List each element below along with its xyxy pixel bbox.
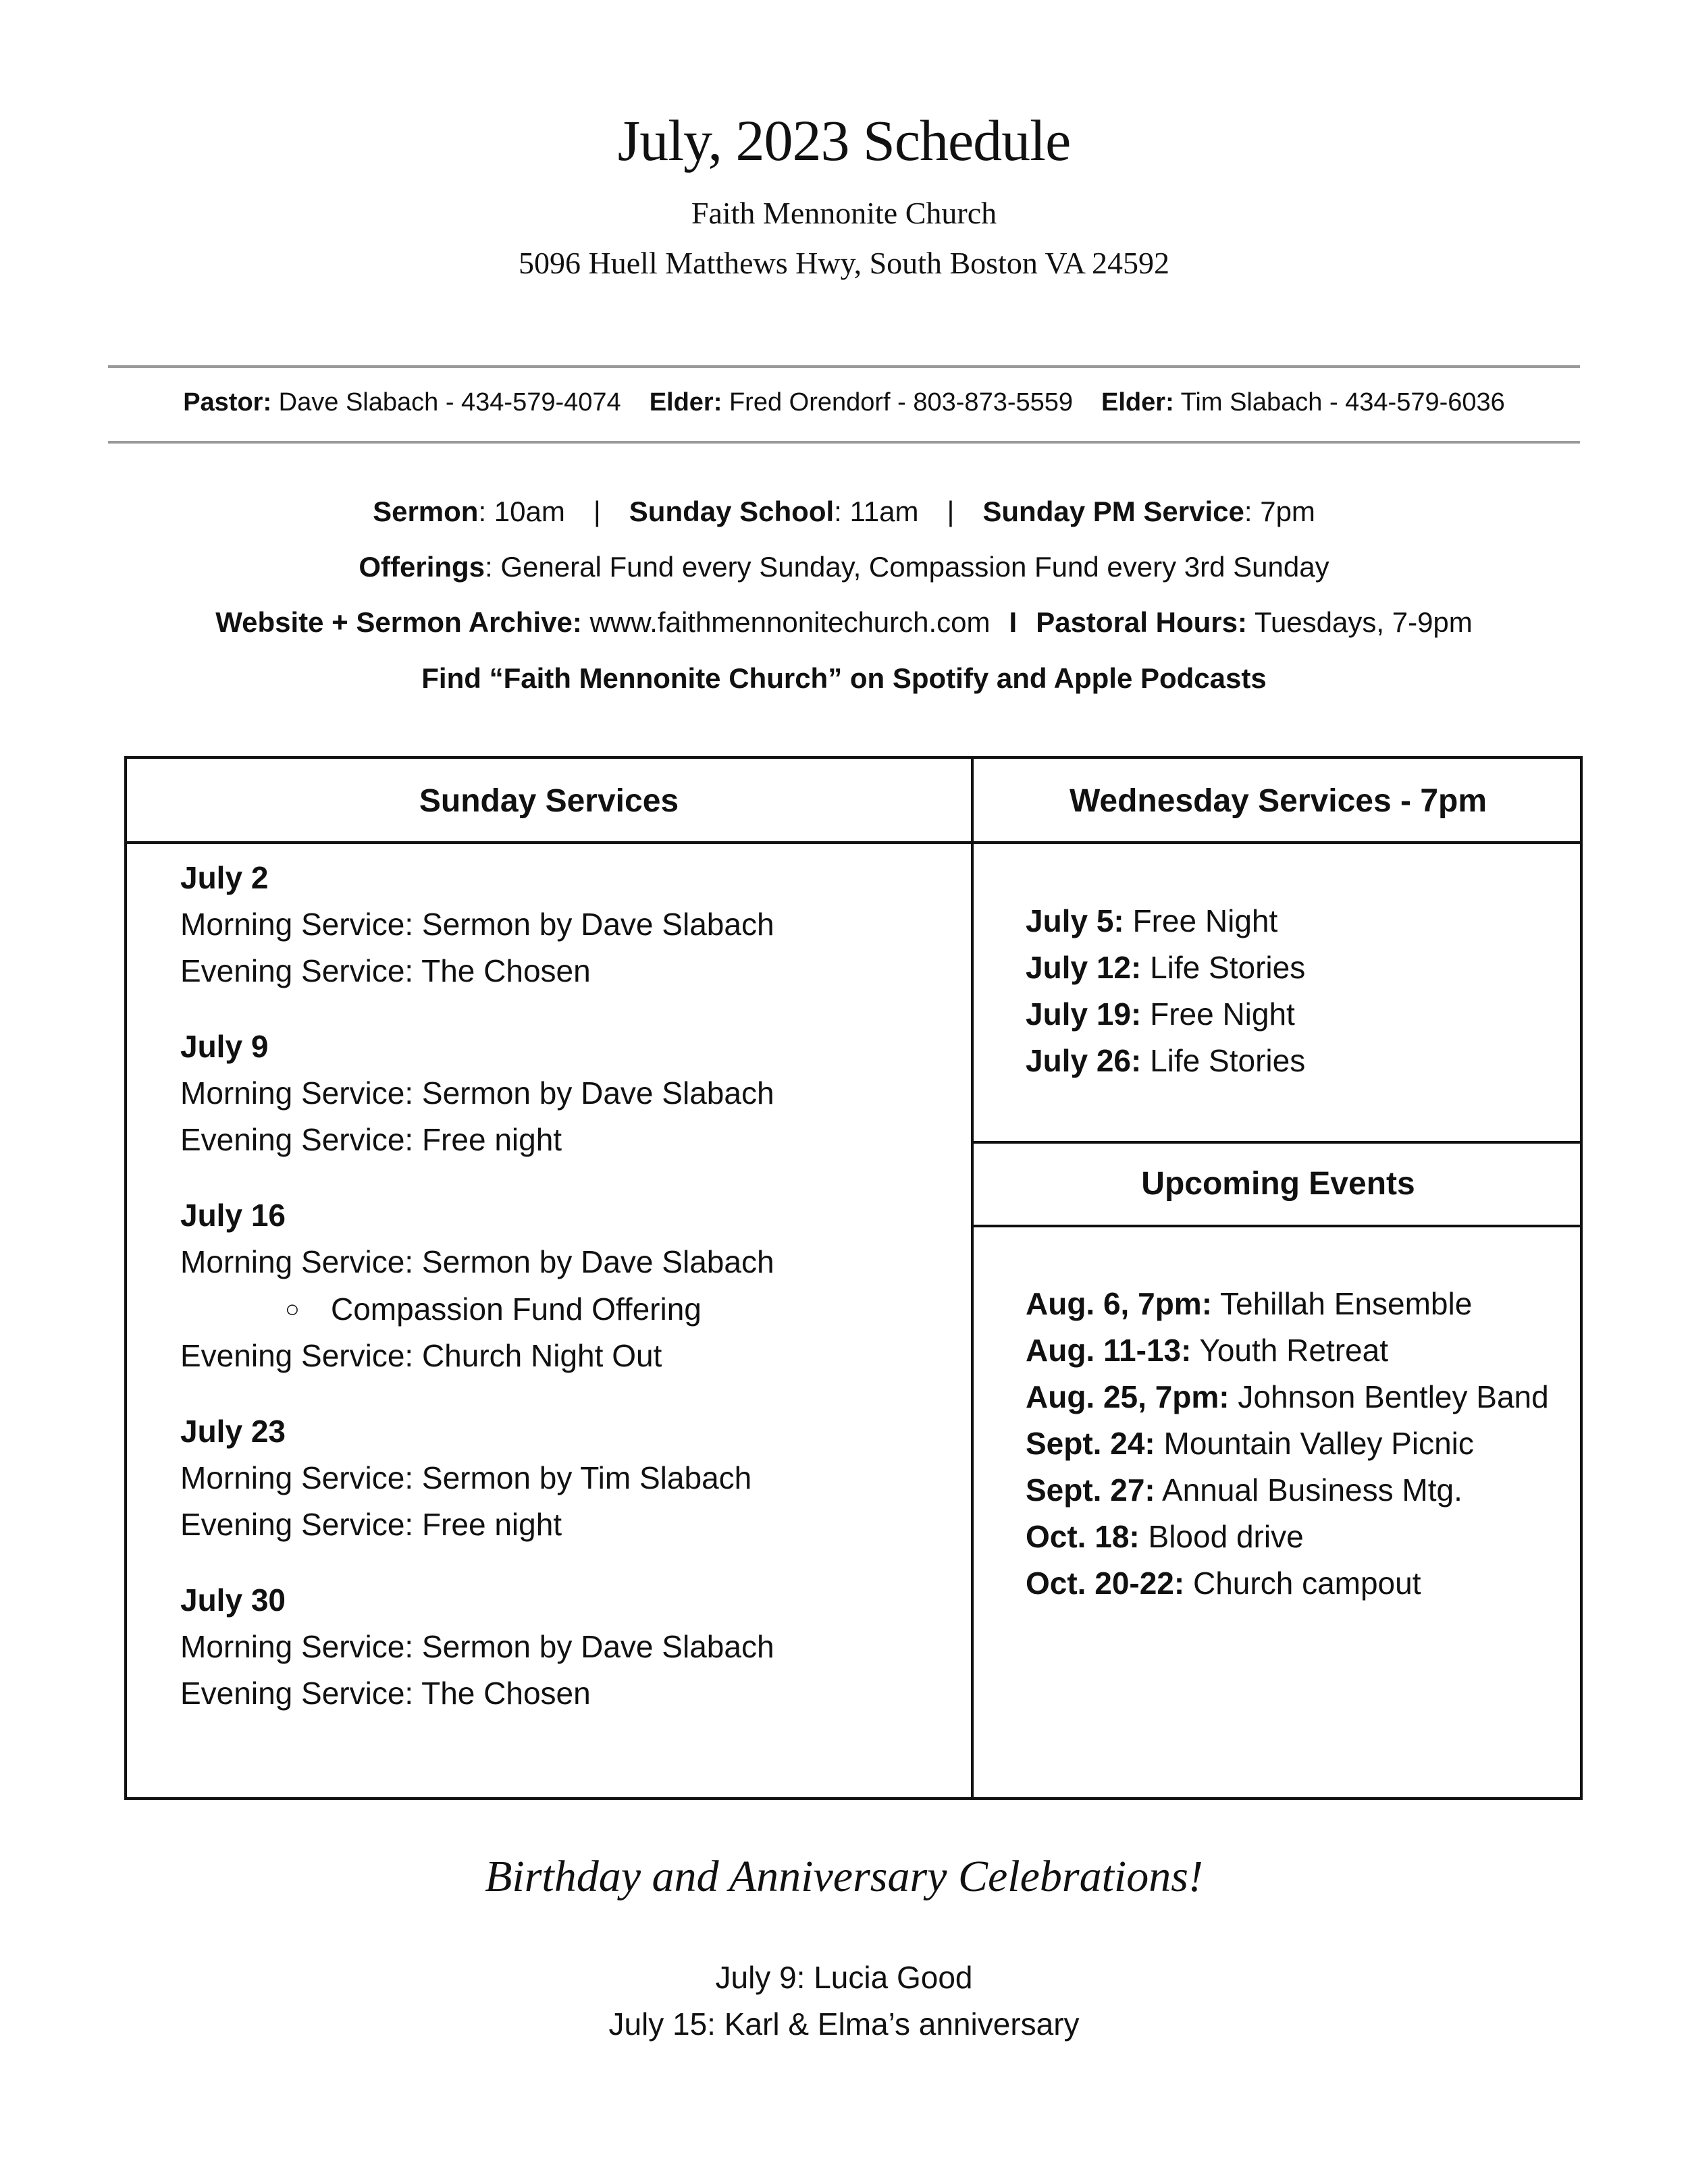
hours-label: Pastoral Hours: — [1036, 606, 1247, 638]
sunday-date: July 2 — [180, 860, 269, 895]
list-item: July 26: Life Stories — [1026, 1043, 1306, 1078]
evening-service: Evening Service: Free night — [180, 1507, 562, 1542]
divider-top — [108, 365, 1580, 368]
page-title: July, 2023 Schedule — [617, 108, 1071, 173]
list-item: Aug. 6, 7pm: Tehillah Ensemble — [1026, 1286, 1473, 1321]
pm-service-time: : 7pm — [1244, 496, 1315, 527]
evening-service: Evening Service: The Chosen — [180, 953, 591, 988]
sunday-date: July 23 — [180, 1414, 286, 1449]
morning-service: Morning Service: Sermon by Dave Slabach — [180, 1629, 774, 1664]
evening-service: Evening Service: Free night — [180, 1122, 562, 1157]
separator: | — [947, 496, 955, 527]
morning-service: Morning Service: Sermon by Dave Slabach — [180, 1075, 774, 1111]
contact-elder-1: Elder: Fred Orendorf - 803-873-5559 — [649, 388, 1074, 417]
list-item: July 12: Life Stories — [1026, 950, 1306, 985]
upcoming-bottom-rule — [974, 1225, 1580, 1227]
sunday-services-header: Sunday Services — [419, 783, 679, 819]
podcast-text: Find “Faith Mennonite Church” on Spotify and Apple Podcasts — [421, 662, 1267, 694]
list-item: July 19: Free Night — [1026, 996, 1295, 1032]
website-label: Website + Sermon Archive: — [215, 606, 582, 638]
sermon-time: : 10am — [478, 496, 565, 527]
podcast-line — [0, 658, 1688, 699]
list-item: Sept. 27: Annual Business Mtg. — [1026, 1472, 1462, 1508]
school-label: Sunday School — [629, 496, 835, 527]
circle-bullet-icon: ○ — [285, 1295, 300, 1323]
schedule-table — [124, 756, 1583, 1800]
pm-service-label: Sunday PM Service — [982, 496, 1244, 527]
evening-service: Evening Service: The Chosen — [180, 1676, 591, 1711]
wednesday-services-list — [1026, 898, 1305, 1084]
sunday-date: July 30 — [180, 1582, 286, 1618]
service-times — [0, 491, 1688, 532]
sunday-date: July 16 — [180, 1198, 286, 1233]
upcoming-events-header: Upcoming Events — [1141, 1166, 1415, 1202]
header-rule — [127, 841, 1580, 844]
upcoming-events-list — [1026, 1281, 1552, 1607]
list-item: July 15: Karl & Elma’s anniversary — [608, 2006, 1080, 2042]
sunday-services-list — [180, 855, 774, 1717]
separator: | — [593, 496, 601, 527]
contacts-bar — [0, 383, 1688, 421]
morning-service: Morning Service: Sermon by Dave Slabach — [180, 1244, 774, 1279]
list-item: Aug. 25, 7pm: Johnson Bentley Band — [1026, 1379, 1549, 1414]
contact-elder-2: Elder: Tim Slabach - 434-579-6036 — [1101, 388, 1505, 417]
sunday-date: July 9 — [180, 1029, 269, 1064]
list-item: Oct. 20-22: Church campout — [1026, 1566, 1421, 1601]
list-item: Aug. 11-13: Youth Retreat — [1026, 1333, 1388, 1368]
divider-bottom — [108, 441, 1580, 444]
morning-service: Morning Service: Sermon by Dave Slabach — [180, 907, 774, 942]
list-item: Oct. 18: Blood drive — [1026, 1519, 1304, 1554]
contact-pastor: Pastor: Dave Slabach - 434-579-4074 — [183, 388, 621, 417]
wednesday-services-header: Wednesday Services - 7pm — [1069, 783, 1487, 819]
offering-note: ○ Compassion Fund Offering — [180, 1285, 774, 1333]
separator: I — [1009, 606, 1018, 638]
celebrations-title: Birthday and Anniversary Celebrations! — [485, 1852, 1203, 1901]
offerings-label: Offerings — [359, 551, 485, 583]
celebrations-list — [0, 1954, 1688, 2048]
list-item: July 5: Free Night — [1026, 903, 1278, 938]
upcoming-top-rule — [974, 1141, 1580, 1144]
church-address: 5096 Huell Matthews Hwy, South Boston VA 24592 — [519, 246, 1169, 280]
hours-text: Tuesdays, 7-9pm — [1246, 606, 1473, 638]
list-item: July 9: Lucia Good — [715, 1960, 973, 1995]
evening-service: Evening Service: Church Night Out — [180, 1338, 662, 1373]
school-time: : 11am — [834, 496, 919, 527]
website-line — [0, 602, 1688, 643]
offerings-text: : General Fund every Sunday, Compassion Fund every 3rd Sunday — [485, 551, 1329, 583]
morning-service: Morning Service: Sermon by Tim Slabach — [180, 1460, 752, 1495]
church-name: Faith Mennonite Church — [691, 196, 997, 230]
column-divider — [971, 759, 974, 1797]
offerings-line — [0, 547, 1688, 587]
sermon-label: Sermon — [373, 496, 479, 527]
list-item: Sept. 24: Mountain Valley Picnic — [1026, 1426, 1474, 1461]
website-link[interactable]: www.faithmennonitechurch.com — [581, 606, 991, 638]
